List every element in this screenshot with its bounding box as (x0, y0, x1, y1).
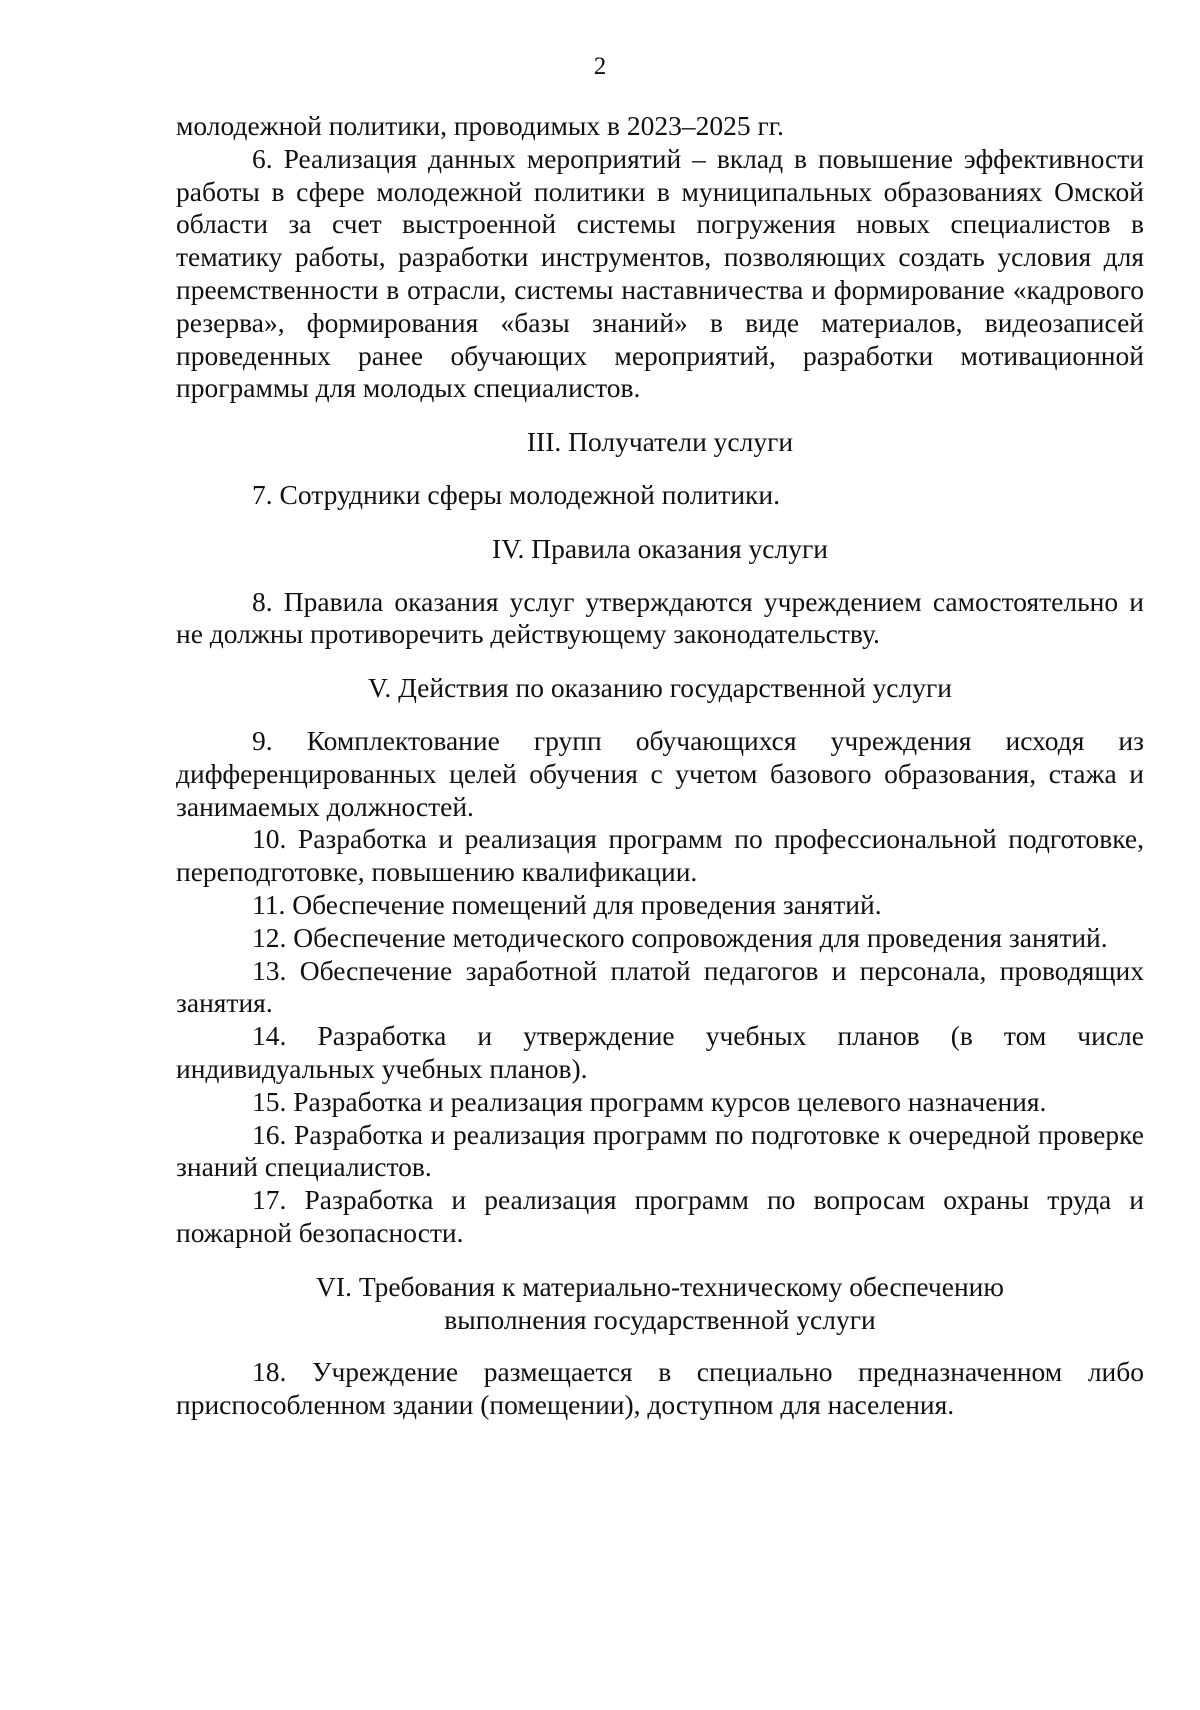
document-body (176, 110, 1144, 1422)
section-heading-3: III. Получатели услуги (526, 426, 794, 458)
paragraph-10: 10. Разработка и реализация программ по профессиональной подготовке, переподготовке, повышению квалификации. (176, 823, 1144, 888)
paragraph-6: 6. Реализация данных мероприятий – вклад в повышение эффективности работы в сфере молодежной политики в муниципальных образованиях Омской области за счет выстроенной системы погружения новых специалистов в тематику работы, разработки инструментов, позволяющих создать условия для преемственности в отрасли, системы наставничества и формирование «кадрового резерва», формирования «базы знаний» в виде материалов, видеозаписей проведенных ранее обучающих мероприятий, разработки мотивационной программы для молодых специалистов. (176, 142, 1144, 404)
paragraph-7: 7. Сотрудники сферы молодежной политики. (252, 478, 780, 510)
paragraph-15: 15. Разработка и реализация программ курсов целевого назначения. (252, 1085, 1047, 1117)
paragraph-13: 13. Обеспечение заработной платой педагогов и персонала, проводящих занятия. (176, 954, 1144, 1019)
paragraph-continuation: молодежной политики, проводимых в 2023–2025 гг. (176, 110, 784, 141)
section-heading-6-line-1: VI. Требования к материально-техническому обеспечению (316, 1270, 1004, 1302)
paragraph-18: 18. Учреждение размещается в специально предназначенном либо приспособленном здании (помещении), доступном для населения. (176, 1356, 1144, 1421)
section-heading-6-line-2: выполнения государственной услуги (444, 1303, 876, 1335)
section-heading-5: V. Действия по оказанию государственной услуги (368, 672, 952, 704)
paragraph-8: 8. Правила оказания услуг утверждаются учреждением самостоятельно и не должны противоречить действующему законодательству. (176, 585, 1144, 650)
section-heading-4: IV. Правила оказания услуги (492, 532, 828, 564)
page-number: 2 (593, 53, 607, 80)
section-heading-6 (176, 1271, 1144, 1337)
paragraph-17: 17. Разработка и реализация программ по вопросам охраны труда и пожарной безопасности. (176, 1184, 1144, 1248)
paragraph-11: 11. Обеспечение помещений для проведения занятий. (252, 888, 882, 920)
paragraph-16: 16. Разработка и реализация программ по подготовке к очередной проверке знаний специалистов. (176, 1118, 1144, 1183)
paragraph-12: 12. Обеспечение методического сопровождения для проведения занятий. (252, 921, 1108, 953)
paragraph-9: 9. Комплектование групп обучающихся учреждения исходя из дифференцированных целей обучения с учетом базового образования, стажа и занимаемых должностей. (176, 724, 1144, 822)
paragraph-14: 14. Разработка и утверждение учебных планов (в том числе индивидуальных учебных планов). (176, 1020, 1144, 1084)
